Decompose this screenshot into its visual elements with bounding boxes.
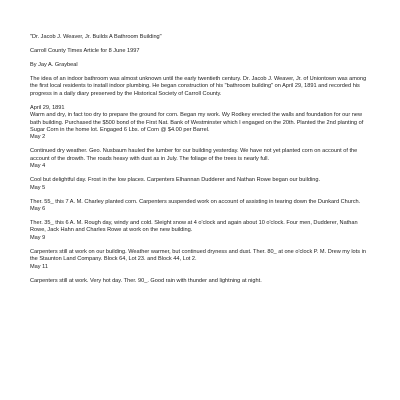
diary-entry: [30, 199, 372, 214]
entry-text: Cool but delightful day. Frost in the low places. Carpenters Elhannan Dudderer and Nathan Rowe began our building.: [30, 177, 321, 184]
entry-text: Ther. 55_ this 7 A. M. Charley planted corn. Carpenters suspended work on account of assisting in tearing down the Dunkard Church.: [30, 198, 361, 205]
article-byline: By Jay A. Graybeal: [30, 62, 78, 68]
diary-entry: [30, 148, 372, 170]
entry-text: Warm and dry, in fact too dry to prepare the ground for corn. Began my work. Wy Rodkey erected the walls and foundation for our new bath building. Purchased the $500 bond of the First Nat. Bank of Westminster which I engaged on the 20th. Planted the 2nd planting of Sugar Corn in the home lot. Engaged 6 Lbs. of Corn @ $4.00 per Barrel.: [30, 112, 364, 134]
entry-heading: April 29, 1891: [30, 104, 65, 111]
diary-entry: [30, 278, 372, 285]
entry-date: May 9: [30, 234, 46, 241]
entry-date: May 2: [30, 134, 46, 141]
diary-entry: [30, 220, 372, 242]
entry-text: Carpenters still at work. Very hot day. Ther. 90_. Good rain with thunder and lightning at night.: [30, 277, 262, 284]
diary-entry: [30, 177, 372, 192]
article-title: "Dr. Jacob J. Weaver, Jr. Builds A Bathroom Building": [30, 34, 162, 40]
article-source: Carroll County Times Article for 8 June 1997: [30, 48, 140, 54]
entry-text: Ther. 35_ this 6 A. M. Rough day, windy and cold. Sleight snow at 4 o'clock and again about 10 o'clock. Four men, Dudderer, Nathan Rowe, Jack Hahn and Charles Rowe at work on the new building.: [30, 220, 358, 234]
entry-date: May 11: [30, 263, 48, 270]
entry-date: May 5: [30, 184, 46, 191]
entry-date: May 4: [30, 163, 46, 170]
diary-entry: [30, 105, 372, 142]
diary-entry: [30, 249, 372, 271]
entry-text: Carpenters still at work on our building. Weather warmer, but continued dryness and dust. Ther. 80_ at one o'clock P. M. Drew my lots in the Staunton Land Company. Block 64, Lot 23. and Block 44, Lot 2.: [30, 248, 366, 263]
entry-date: May 6: [30, 206, 46, 213]
entry-text: Continued dry weather. Geo. Nusbaum hauled the lumber for our building yesterday. We have not yet planted corn on account of the account of the drowth. The roads heavy with dust as in July. The foliage of the trees is nearly full.: [30, 148, 358, 162]
intro-paragraph: The idea of an indoor bathroom was almost unknown until the early twentieth century. Dr. Jacob J. Weaver, Jr. of Uniontown was among the first local residents to install indoor plumbing. He began construction of his "bathroom building" on April 29, 1891 and recorded his progress in a daily diary preserved by the Historical Society of Carroll County.: [30, 76, 367, 97]
